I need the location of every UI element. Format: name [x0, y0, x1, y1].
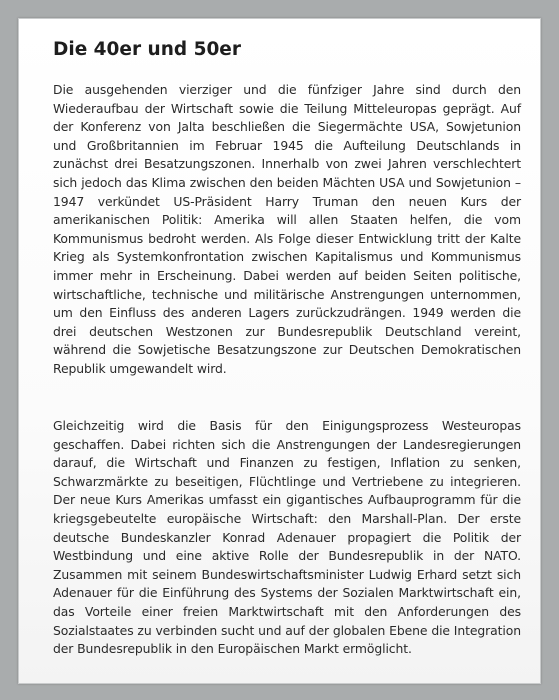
paragraph-1: Die ausgehenden vierziger und die fünfziger Jahre sind durch den Wiederaufbau der Wirtschaft sowie die Teilung Mitteleuropas geprägt. Auf der Konferenz von Jalta beschließen die Siegermächte USA, Sowjetunion und Großbritannien im Februar 1945 die Aufteilung Deutschlands in zunächst drei Besatzungszonen. Innerhalb von zwei Jahren verschlechtert sich jedoch das Klima zwischen den beiden Mächten USA und Sowjetunion – 1947 verkündet US-Präsident Harry Truman den neuen Kurs der amerikanischen Politik: Amerika will allen Staaten helfen, die vom Kommunismus bedroht werden. Als Folge dieser Entwicklung tritt der Kalte Krieg als Systemkonfrontation zwischen Kapitalismus und Kommunismus immer mehr in Erscheinung. Dabei werden auf beiden Seiten politische, wirtschaftliche, technische und militärische Anstrengungen unternommen, um den Einfluss des anderen Lagers zurückzudrängen. 1949 werden die drei deutschen Westzonen zur Bundesrepublik Deutschland vereint, während die Sowjetische Besatzungszone zur Deutschen Demokratischen Republik umgewandelt wird.	[53, 82, 521, 376]
info-panel	[18, 18, 541, 684]
paragraph-2: Gleichzeitig wird die Basis für den Einigungsprozess Westeuropas geschaffen. Dabei richten sich die Anstrengungen der Landesregierungen darauf, die Wirtschaft und Finanzen zu festigen, Inflation zu senken, Schwarzmärkte zu beseitigen, Flüchtlinge und Vertriebene zu integrieren. Der neue Kurs Amerikas umfasst ein gigantisches Aufbauprogramm für die kriegsgebeutelte europäische Wirtschaft: den Marshall-Plan. Der erste deutsche Bundeskanzler Konrad Adenauer propagiert die Politik der Westbindung und eine aktive Rolle der Bundesrepublik in der NATO. Zusammen mit seinem Bundeswirtschaftsminister Ludwig Erhard setzt sich Adenauer für die Einführung des Systems der Sozialen Marktwirtschaft ein, das Vorteile einer freien Marktwirtschaft mit den Anforderungen des Sozialstaates zu verbinden sucht und auf der globalen Ebene die Integration der Bundesrepublik in den Europäischen Markt ermöglicht.	[53, 418, 521, 657]
page-title: Die 40er und 50er	[53, 39, 241, 60]
